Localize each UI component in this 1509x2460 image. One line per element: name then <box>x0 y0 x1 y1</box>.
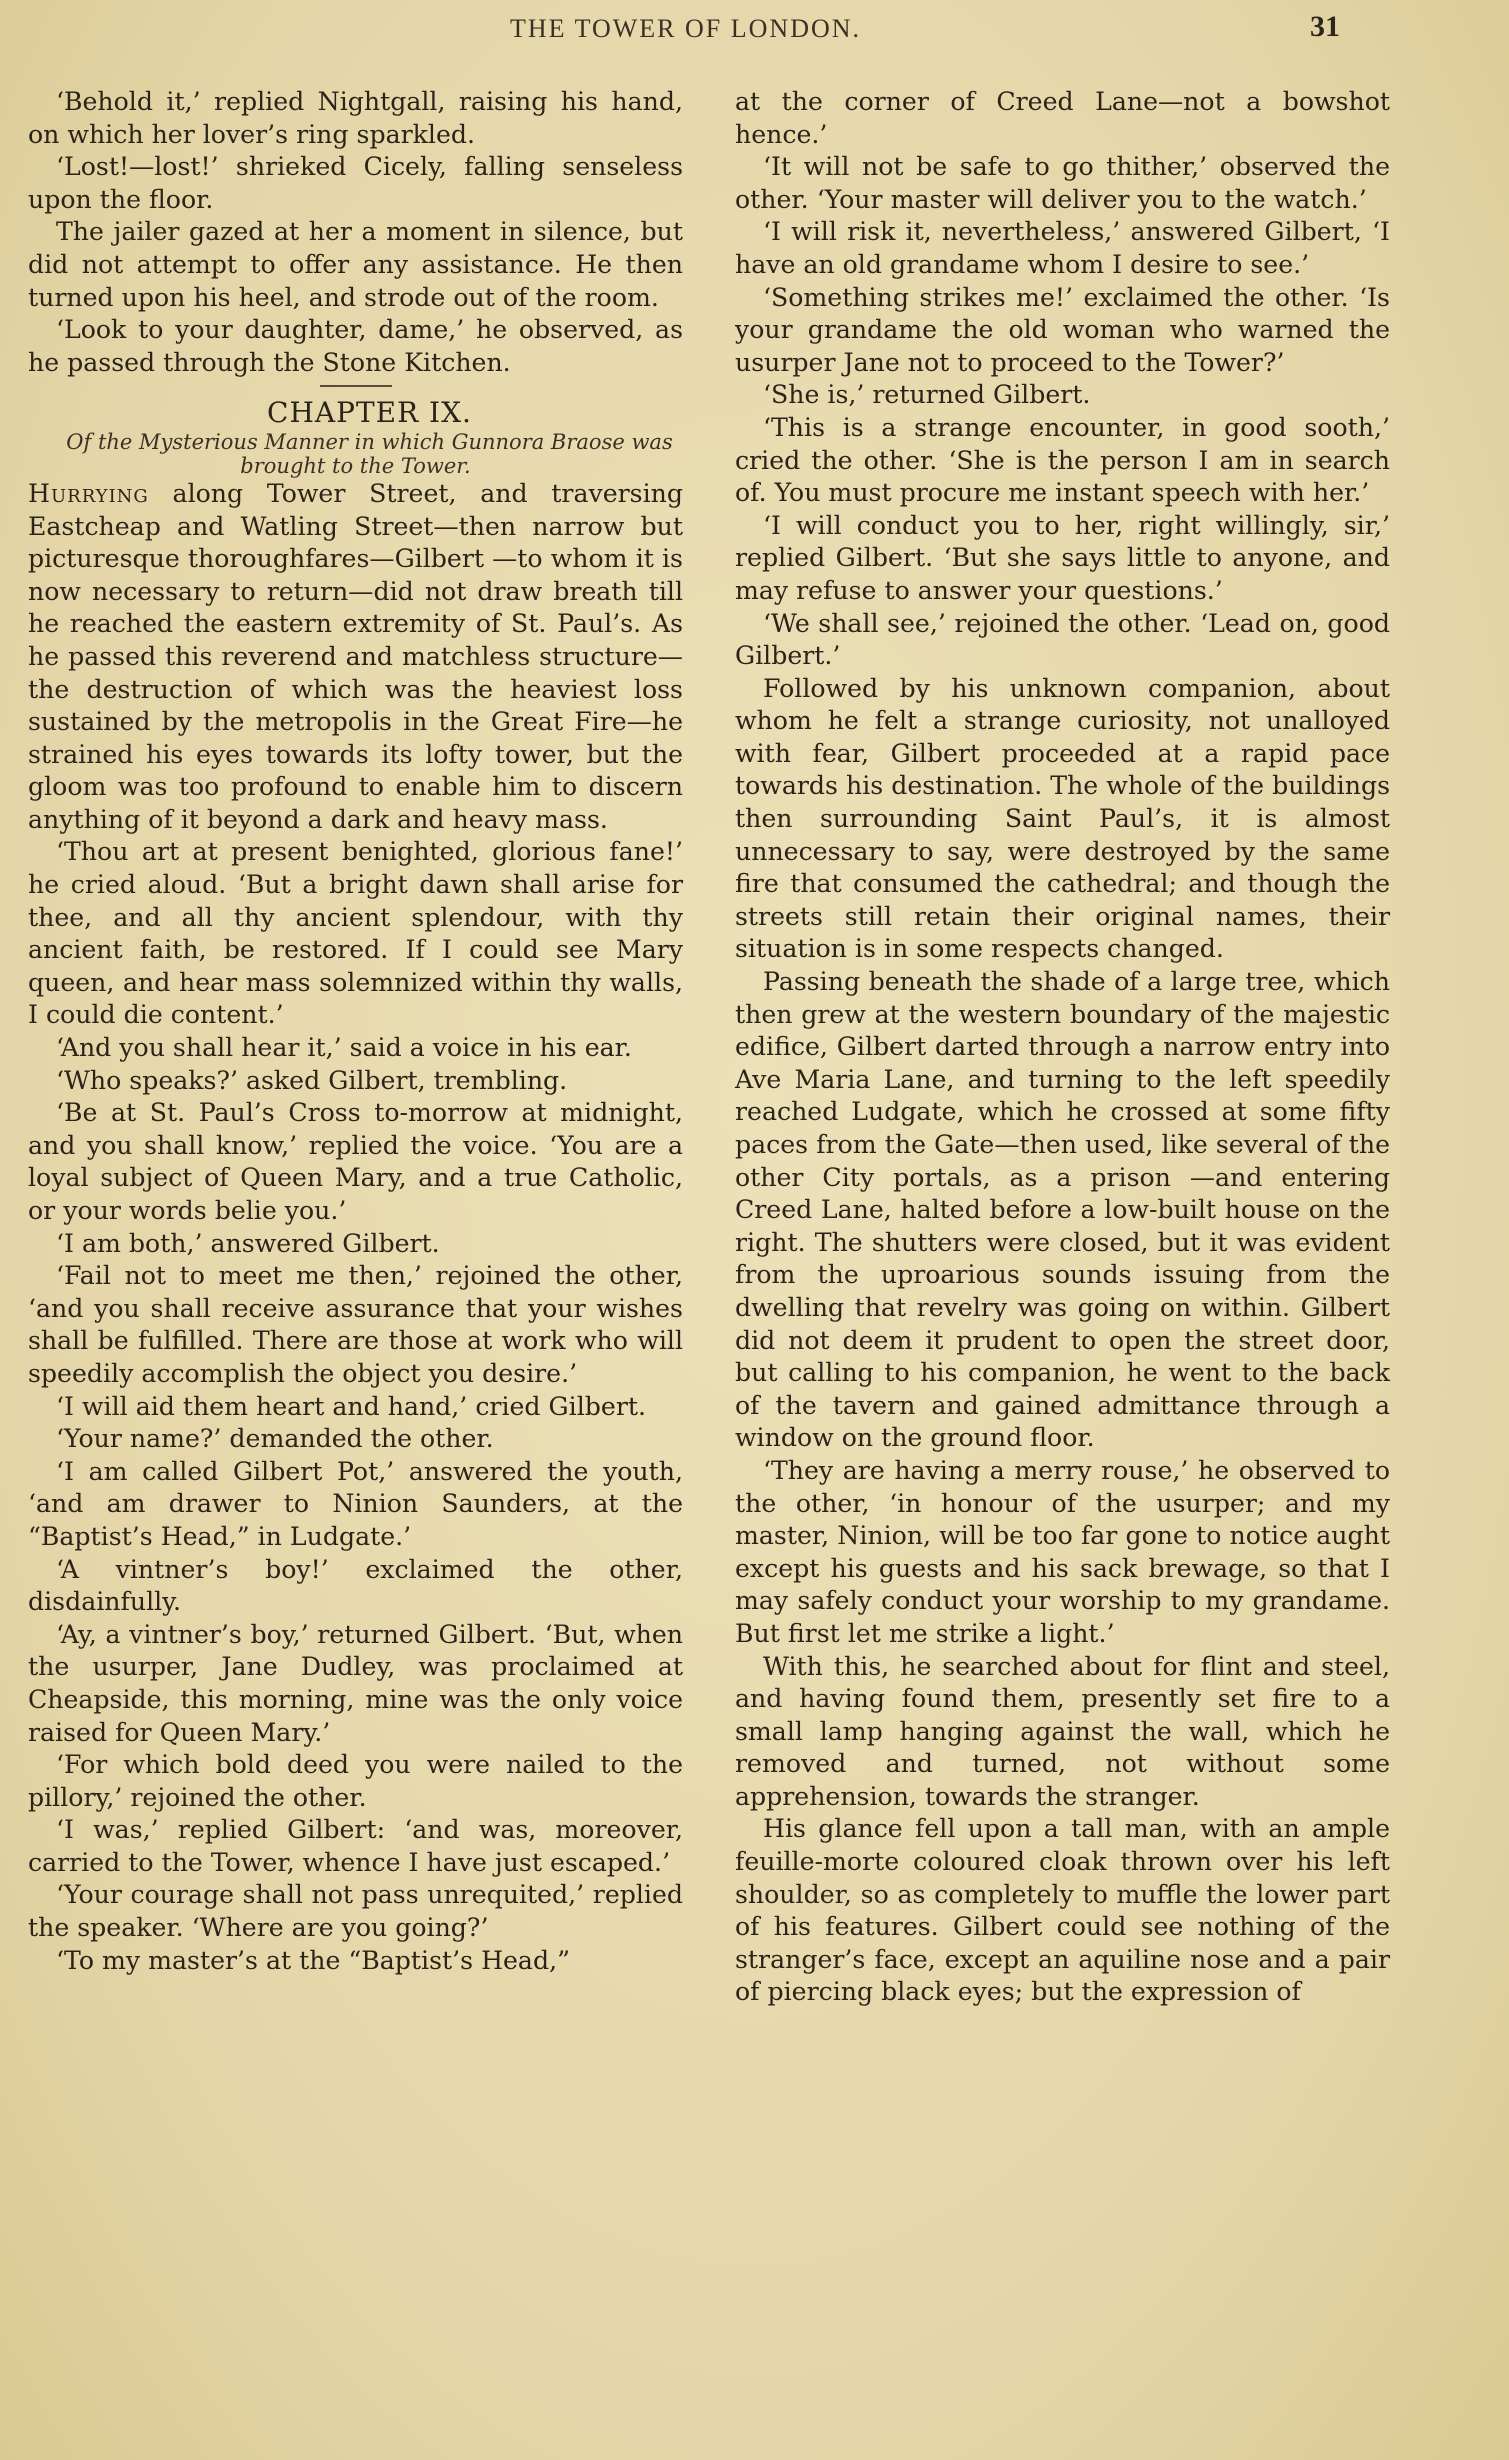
paragraph: ‘And you shall hear it,’ said a voice in his ear. <box>56 1033 632 1063</box>
chapter-title: CHAPTER IX. <box>267 396 472 430</box>
paragraph: ‘Ay, a vintner’s boy,’ returned Gilbert. ‘But, when the usurper, Jane Dudley, was proclaimed at Cheapside, this morning, mine was the only voice raised for Queen Mary.’ <box>28 1619 683 1747</box>
section-divider <box>320 385 392 387</box>
paragraph: ‘To my master’s at the “Baptist’s Head,” <box>56 1945 570 1975</box>
paragraph: ‘Your courage shall not pass unrequited,’ replied the speaker. ‘Where are you going?’ <box>28 1880 683 1943</box>
paragraph: ‘I am called Gilbert Pot,’ answered the youth, ‘and am drawer to Ninion Saunders, at the “Baptist’s Head,” in Ludgate.’ <box>28 1456 683 1551</box>
paragraph: ‘Something strikes me!’ exclaimed the other. ‘Is your grandame the old woman who warned the usurper Jane not to proceed to the Tower?’ <box>735 282 1390 377</box>
paragraph: ‘Behold it,’ replied Nightgall, raising his hand, on which her lover’s ring sparkled. <box>28 87 683 149</box>
page-header <box>500 10 1340 54</box>
paragraph: ‘This is a strange encounter, in good sooth,’ cried the other. ‘She is the person I am in search of. You must procure me instant speech with her.’ <box>735 412 1390 508</box>
paragraph: Passing beneath the shade of a large tree, which then grew at the western boundary of the majestic edifice, Gilbert darted through a narrow entry into Ave Maria Lane, and turning to the left speedily reached Ludgate, which he crossed at some fifty paces from the Gate—then used, like several of the other City portals, as a prison —and entering Creed Lane, halted before a low-built house on the right. The shutters were closed, but it was evident from the uproarious sounds issuing from the dwelling that revelry was going on within. Gilbert did not deem it prudent to open the street door, but calling to his companion, he went to the back of the tavern and gained admittance through a window on the ground floor. <box>735 967 1390 1453</box>
paragraph: ‘It will not be safe to go thither,’ observed the other. ‘Your master will deliver you to the watch.’ <box>735 152 1390 214</box>
paragraph: ‘For which bold deed you were nailed to the pillory,’ rejoined the other. <box>28 1750 683 1812</box>
paragraph: With this, he searched about for flint and steel, and having found them, presently set fire to a small lamp hanging against the wall, which he removed and turned, not without some apprehension, towards the stranger. <box>735 1651 1390 1811</box>
running-title: THE TOWER OF LONDON. <box>510 14 862 43</box>
paragraph: ‘I am both,’ answered Gilbert. <box>56 1228 440 1258</box>
left-column <box>28 86 683 1977</box>
paragraph: ‘Your name?’ demanded the other. <box>56 1424 494 1454</box>
paragraph: ‘I will aid them heart and hand,’ cried Gilbert. <box>56 1391 646 1421</box>
paragraph: ‘I was,’ replied Gilbert: ‘and was, moreover, carried to the Tower, whence I have just escaped.’ <box>28 1815 683 1877</box>
paragraph: ‘Who speaks?’ asked Gilbert, trembling. <box>56 1065 568 1095</box>
paragraph-continuation: at the corner of Creed Lane—not a bowshot hence.’ <box>735 87 1390 149</box>
paragraph: His glance fell upon a tall man, with an ample feuille-morte coloured cloak thrown over his left shoulder, so as completely to muffle the lower part of his features. Gilbert could see nothing of the stranger’s face, except an aquiline nose and a pair of piercing black eyes; but the expression of <box>735 1814 1390 2007</box>
paragraph: The jailer gazed at her a moment in silence, but did not attempt to offer any assistance. He then turned upon his heel, and strode out of the room. <box>28 217 683 312</box>
chapter-subtitle: Of the Mysterious Manner in which Gunnora Braose was brought to the Tower. <box>66 429 673 478</box>
paragraph: ‘I will conduct you to her, right willingly, sir,’ replied Gilbert. ‘But she says little to anyone, and may refuse to answer your questions.’ <box>735 510 1390 605</box>
paragraph: ‘Thou art at present benighted, glorious fane!’ he cried aloud. ‘But a bright dawn shall arise for thee, and all thy ancient splendour, with thy ancient faith, be restored. If I could see Mary queen, and hear mass solemnized within thy walls, I could die content.’ <box>28 837 683 1030</box>
paragraph: ‘I will risk it, nevertheless,’ answered Gilbert, ‘I have an old grandame whom I desire to see.’ <box>735 217 1390 279</box>
paragraph: ‘Look to your daughter, dame,’ he observed, as he passed through the Stone Kitchen. <box>28 315 683 377</box>
paragraph: ‘Be at St. Paul’s Cross to-morrow at midnight, and you shall know,’ replied the voice. ‘You are a loyal subject of Queen Mary, and a true Catholic, or your words belie you.’ <box>28 1098 683 1225</box>
paragraph: ‘Lost!—lost!’ shrieked Cicely, falling senseless upon the floor. <box>28 152 683 214</box>
paragraph: ‘She is,’ returned Gilbert. <box>763 380 1091 410</box>
paragraph: ‘They are having a merry rouse,’ he observed to the other, ‘in honour of the usurper; and my master, Ninion, will be too far gone to notice aught except his guests and his sack brewage, so that I may safely conduct your worship to my grandame. But first let me strike a light.’ <box>735 1455 1390 1648</box>
paragraph: ‘Fail not to meet me then,’ rejoined the other, ‘and you shall receive assurance that your wishes shall be fulfilled. There are those at work who will speedily accomplish the object you desire.’ <box>28 1261 683 1388</box>
paragraph: ‘A vintner’s boy!’ exclaimed the other, disdainfully. <box>28 1554 683 1617</box>
paragraph: Followed by his unknown companion, about whom he felt a strange curiosity, not unalloyed with fear, Gilbert proceeded at a rapid pace towards his destination. The whole of the buildings then surrounding Saint Paul’s, it is almost unnecessary to say, were destroyed by the same fire that consumed the cathedral; and though the streets still retain their original names, their situation is in some respects changed. <box>735 673 1390 964</box>
right-column <box>735 86 1390 2009</box>
opening-word: Hurrying <box>28 478 149 508</box>
paragraph: ‘We shall see,’ rejoined the other. ‘Lead on, good Gilbert.’ <box>735 608 1390 671</box>
page-number: 31 <box>1310 10 1340 43</box>
opening-text: along Tower Street, and traversing Eastcheap and Watling Street—then narrow but picturesque thoroughfares—Gilbert —to whom it is now necessary to return—did not draw breath till he reached the eastern extremity of St. Paul’s. As he passed this reverend and matchless structure—the destruction of which was the heaviest loss sustained by the metropolis in the Great Fire—he strained his eyes towards its lofty tower, but the gloom was too profound to enable him to discern anything of it beyond a dark and heavy mass. <box>28 478 683 834</box>
chapter-opening-paragraph <box>28 478 683 837</box>
